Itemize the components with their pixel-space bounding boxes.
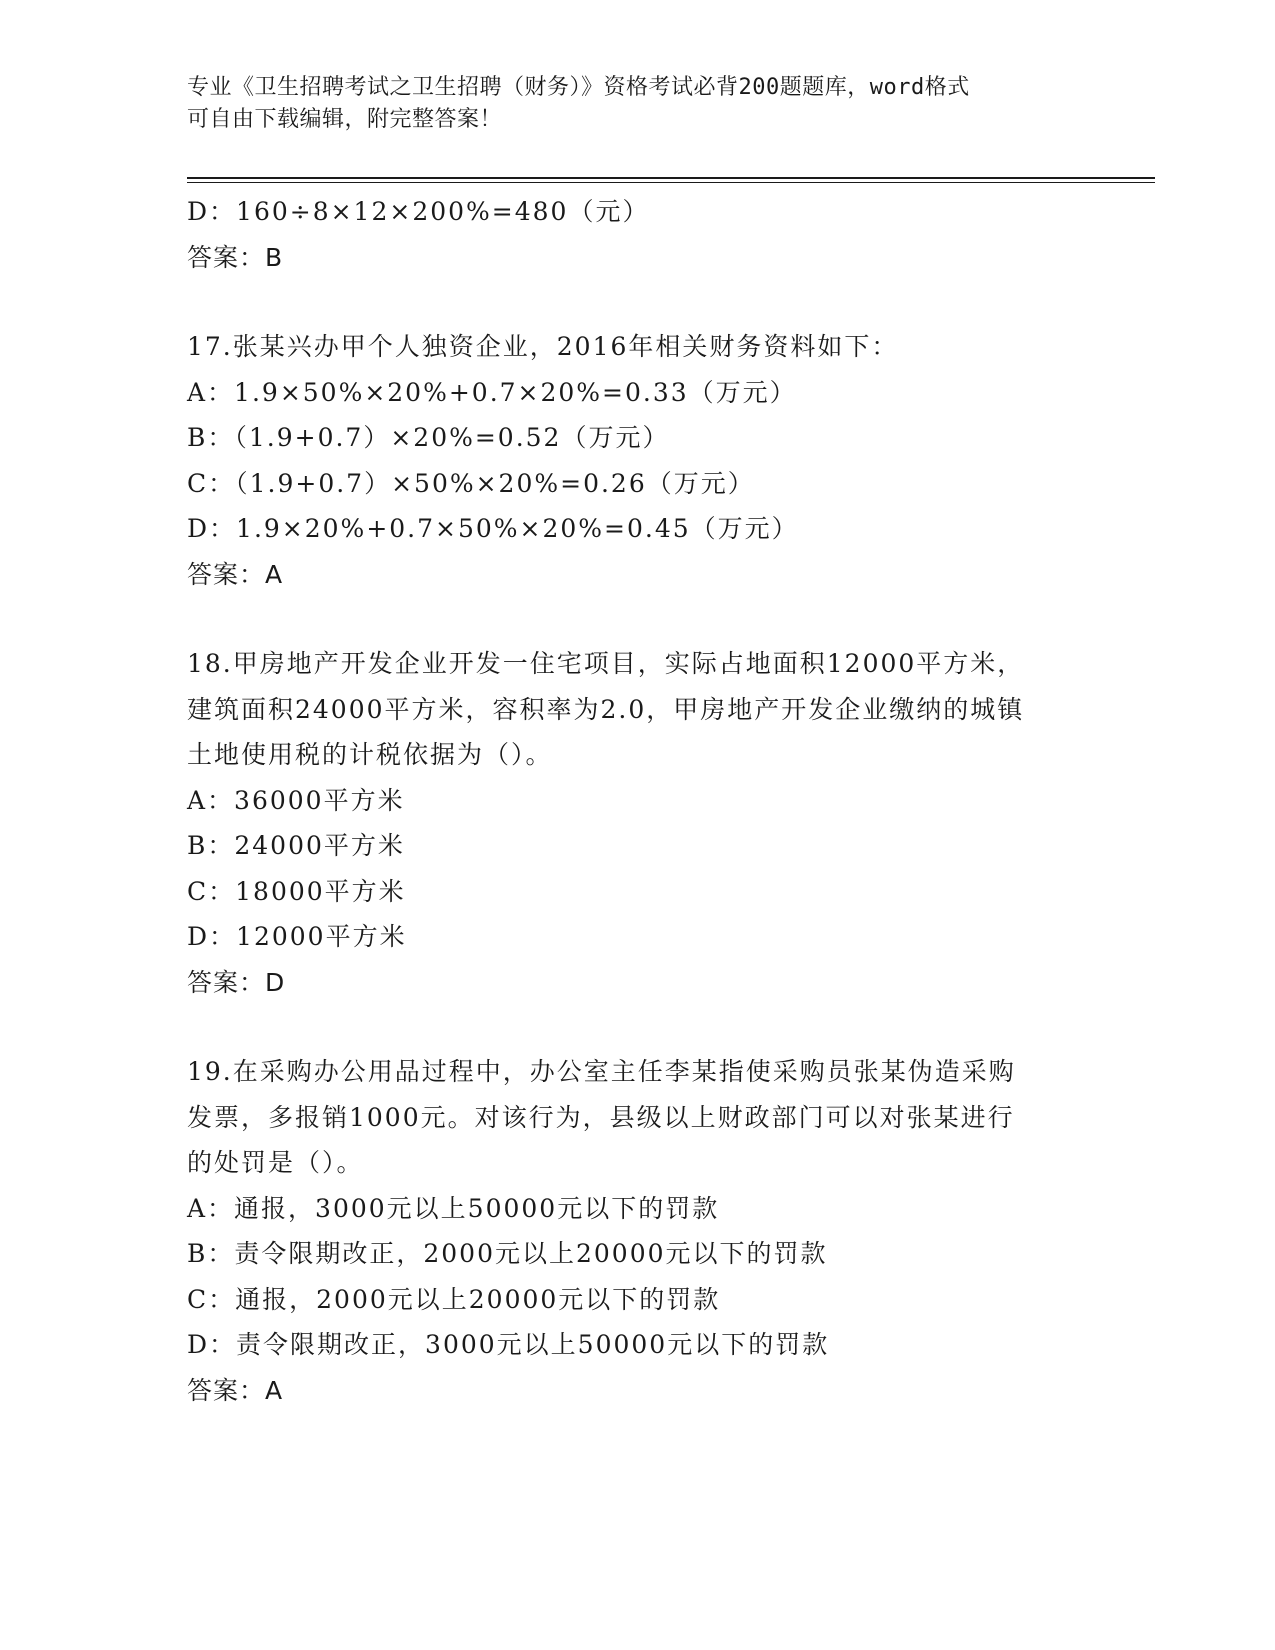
answer-line: 答案：D bbox=[187, 967, 286, 997]
answer-line: 答案：A bbox=[187, 559, 284, 589]
option-d: D：1.9×20%+0.7×50%×20%=0.45（万元） bbox=[187, 514, 799, 543]
question-19 bbox=[187, 1049, 1087, 1413]
question-list bbox=[187, 189, 1087, 1413]
option-a: A：1.9×50%×20%+0.7×20%=0.33（万元） bbox=[187, 377, 797, 407]
option-b: B：（1.9+0.7）×20%=0.52（万元） bbox=[187, 423, 670, 452]
spacer bbox=[187, 280, 1087, 324]
header-title-line-1: 专业《卫生招聘考试之卫生招聘（财务）》资格考试必背200题题库，word格式 bbox=[187, 75, 970, 100]
option-a: A：通报，3000元以上50000元以下的罚款 bbox=[187, 1193, 720, 1223]
answer-line: 答案：B bbox=[187, 242, 284, 272]
option-d: D：160÷8×12×200%=480（元） bbox=[187, 197, 650, 226]
question-17 bbox=[187, 324, 1087, 597]
option-a: A：36000平方米 bbox=[187, 785, 405, 815]
answer-line: 答案：A bbox=[187, 1375, 284, 1405]
spacer bbox=[187, 597, 1087, 641]
option-c: C：（1.9+0.7）×50%×20%=0.26（万元） bbox=[187, 468, 755, 498]
option-c: C：18000平方米 bbox=[187, 876, 406, 906]
option-b: B：责令限期改正，2000元以上20000元以下的罚款 bbox=[187, 1239, 828, 1268]
header-title-line-2: 可自由下载编辑，附完整答案！ bbox=[187, 107, 503, 132]
spacer bbox=[187, 1005, 1087, 1049]
option-d: D：责令限期改正，3000元以上50000元以下的罚款 bbox=[187, 1330, 830, 1359]
header-divider-thick bbox=[187, 177, 1155, 179]
question-stem-line-2: 发票，多报销1000元。对该行为，县级以上财政部门可以对张某进行 bbox=[187, 1102, 1015, 1132]
question-stem-line-1: 18.甲房地产开发企业开发一住宅项目，实际占地面积12000平方米， bbox=[187, 649, 1025, 678]
question-stem: 17.张某兴办甲个人独资企业，2016年相关财务资料如下： bbox=[187, 332, 899, 361]
option-c: C：通报，2000元以上20000元以下的罚款 bbox=[187, 1284, 721, 1314]
question-stem-line-3: 的处罚是（）。 bbox=[187, 1148, 364, 1177]
option-d: D：12000平方米 bbox=[187, 922, 407, 951]
option-b: B：24000平方米 bbox=[187, 831, 405, 860]
question-16-tail bbox=[187, 189, 1087, 280]
document-header bbox=[187, 72, 1067, 136]
question-stem-line-1: 19.在采购办公用品过程中，办公室主任李某指使采购员张某伪造采购 bbox=[187, 1057, 1016, 1086]
header-divider-thin bbox=[187, 182, 1155, 183]
question-stem-line-2: 建筑面积24000平方米，容积率为2.0，甲房地产开发企业缴纳的城镇 bbox=[187, 694, 1025, 724]
question-stem-line-3: 土地使用税的计税依据为（）。 bbox=[187, 740, 553, 769]
question-18 bbox=[187, 641, 1087, 1005]
